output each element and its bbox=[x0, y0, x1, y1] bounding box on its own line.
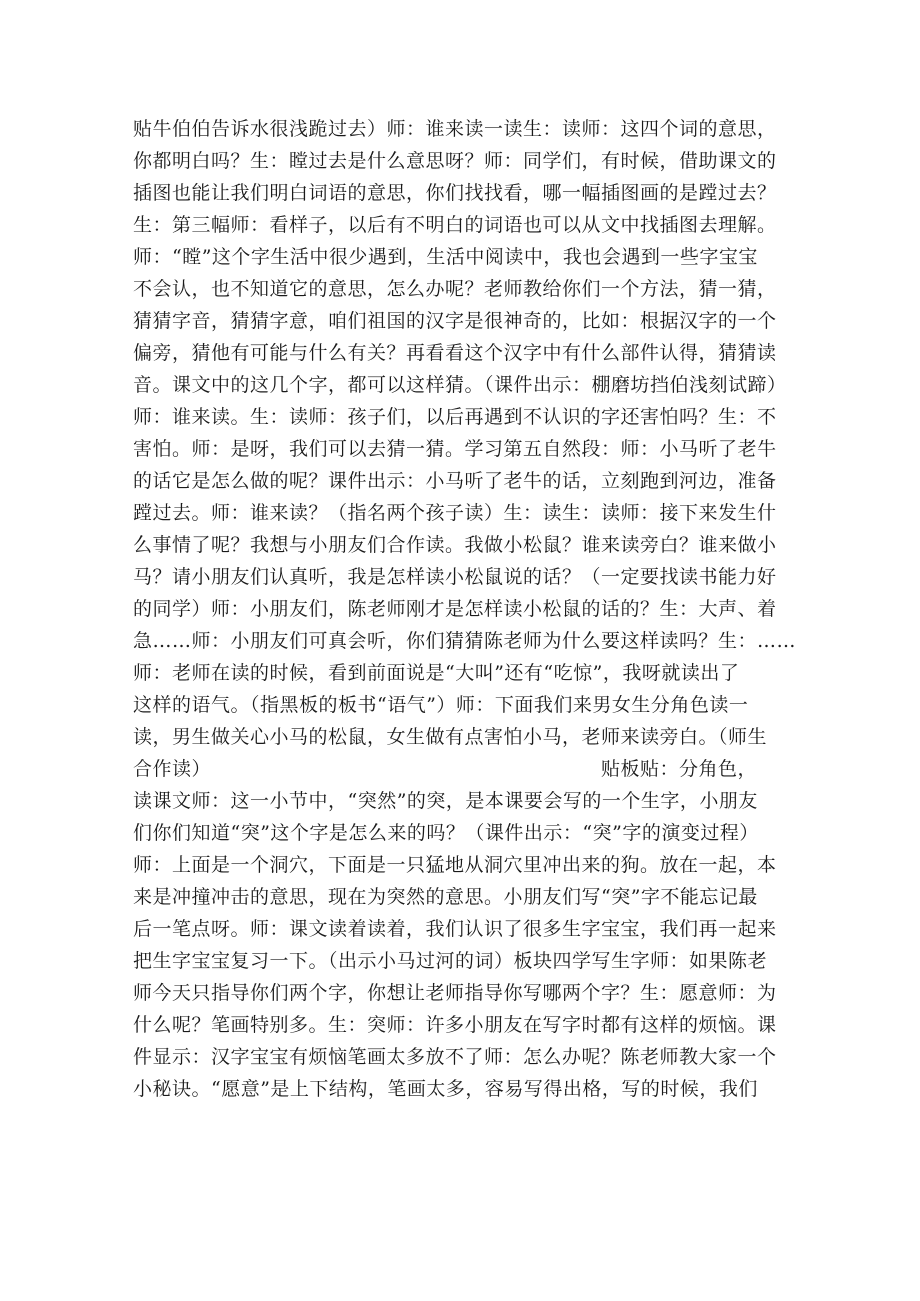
text-line: 们你们知道“突”这个字是怎么来的吗？（课件出示：“突”字的演变过程） bbox=[133, 822, 759, 844]
text-line: 马？请小朋友们认真听，我是怎样读小松鼠说的话？（一定要找读书能力好 bbox=[133, 566, 777, 588]
text-line: 师：老师在读的时候，看到前面说是“大叫”还有“吃惊”，我呀就读出了 bbox=[133, 662, 740, 684]
text-line-left: 合作读） bbox=[133, 758, 212, 780]
text-line: 的话它是怎么做的呢？课件出示：小马听了老牛的话，立刻跑到河边，准备 bbox=[133, 470, 777, 492]
text-line: 贴牛伯伯告诉水很浅跪过去）师：谁来读一读生：读师：这四个词的意思， bbox=[133, 118, 777, 140]
text-line: 蹚过去。师：谁来读？（指名两个孩子读）生：读生：读师：接下来发生什 bbox=[133, 502, 777, 524]
text-line: 后一笔点呀。师：课文读着读着，我们认识了很多生字宝宝，我们再一起来 bbox=[133, 918, 777, 940]
text-line: 不会认，也不知道它的意思，怎么办呢？老师教给你们一个方法，猜一猜， bbox=[133, 278, 777, 300]
text-line: 师：“瞠”这个字生活中很少遇到，生活中阅读中，我也会遇到一些字宝宝 bbox=[133, 246, 758, 268]
text-line: 师：谁来读。生：读师：孩子们，以后再遇到不认识的字还害怕吗？生：不 bbox=[133, 406, 777, 428]
text-line: 偏旁，猜他有可能与什么有关？再看看这个汉字中有什么部件认得，猜猜读 bbox=[133, 342, 777, 364]
text-line: 来是冲撞冲击的意思，现在为突然的意思。小朋友们写“突”字不能忘记最 bbox=[133, 886, 758, 908]
text-line: 件显示：汉字宝宝有烦恼笔画太多放不了师：怎么办呢？陈老师教大家一个 bbox=[133, 1046, 777, 1068]
text-line-split bbox=[133, 753, 797, 785]
text-line-right: 贴板贴：分角色， bbox=[600, 758, 757, 780]
text-line: 急……师：小朋友们可真会听，你们猜猜陈老师为什么要这样读吗？生：…… bbox=[133, 630, 797, 652]
text-line: 么事情了呢？我想与小朋友们合作读。我做小松鼠？谁来读旁白？谁来做小 bbox=[133, 534, 777, 556]
text-line: 害怕。师：是呀，我们可以去猜一猜。学习第五自然段：师：小马听了老牛 bbox=[133, 438, 777, 460]
text-line: 生：第三幅师：看样子，以后有不明白的词语也可以从文中找插图去理解。 bbox=[133, 214, 777, 236]
text-line: 什么呢？笔画特别多。生：突师：许多小朋友在写字时都有这样的烦恼。课 bbox=[133, 1014, 777, 1036]
text-line: 插图也能让我们明白词语的意思，你们找找看，哪一幅插图画的是蹚过去？ bbox=[133, 182, 777, 204]
text-line: 把生字宝宝复习一下。（出示小马过河的词）板块四学写生字师：如果陈老 bbox=[133, 950, 768, 972]
text-line: 你都明白吗？生：瞠过去是什么意思呀？师：同学们，有时候，借助课文的 bbox=[133, 150, 777, 172]
text-line: 猜猜字音，猜猜字意，咱们祖国的汉字是很神奇的，比如：根据汉字的一个 bbox=[133, 310, 777, 332]
document-body bbox=[133, 113, 797, 1105]
text-line: 小秘诀。“愿意”是上下结构，笔画太多，容易写得出格，写的时候，我们 bbox=[133, 1078, 758, 1100]
text-line: 读课文师：这一小节中，“突然”的突，是本课要会写的一个生字，小朋友 bbox=[133, 790, 758, 812]
text-line: 这样的语气。（指黑板的板书“语气”）师：下面我们来男女生分角色读一 bbox=[133, 694, 749, 716]
text-line: 师今天只指导你们两个字，你想让老师指导你写哪两个字？生：愿意师：为 bbox=[133, 982, 777, 1004]
text-line: 的同学）师：小朋友们，陈老师刚才是怎样读小松鼠的话的？生：大声、着 bbox=[133, 598, 777, 620]
text-line: 音。课文中的这几个字，都可以这样猜。（课件出示：棚磨坊挡伯浅刻试蹄） bbox=[133, 374, 787, 396]
text-line: 读，男生做关心小马的松鼠，女生做有点害怕小马，老师来读旁白。（师生 bbox=[133, 726, 768, 748]
text-line: 师：上面是一个洞穴，下面是一只猛地从洞穴里冲出来的狗。放在一起，本 bbox=[133, 854, 777, 876]
